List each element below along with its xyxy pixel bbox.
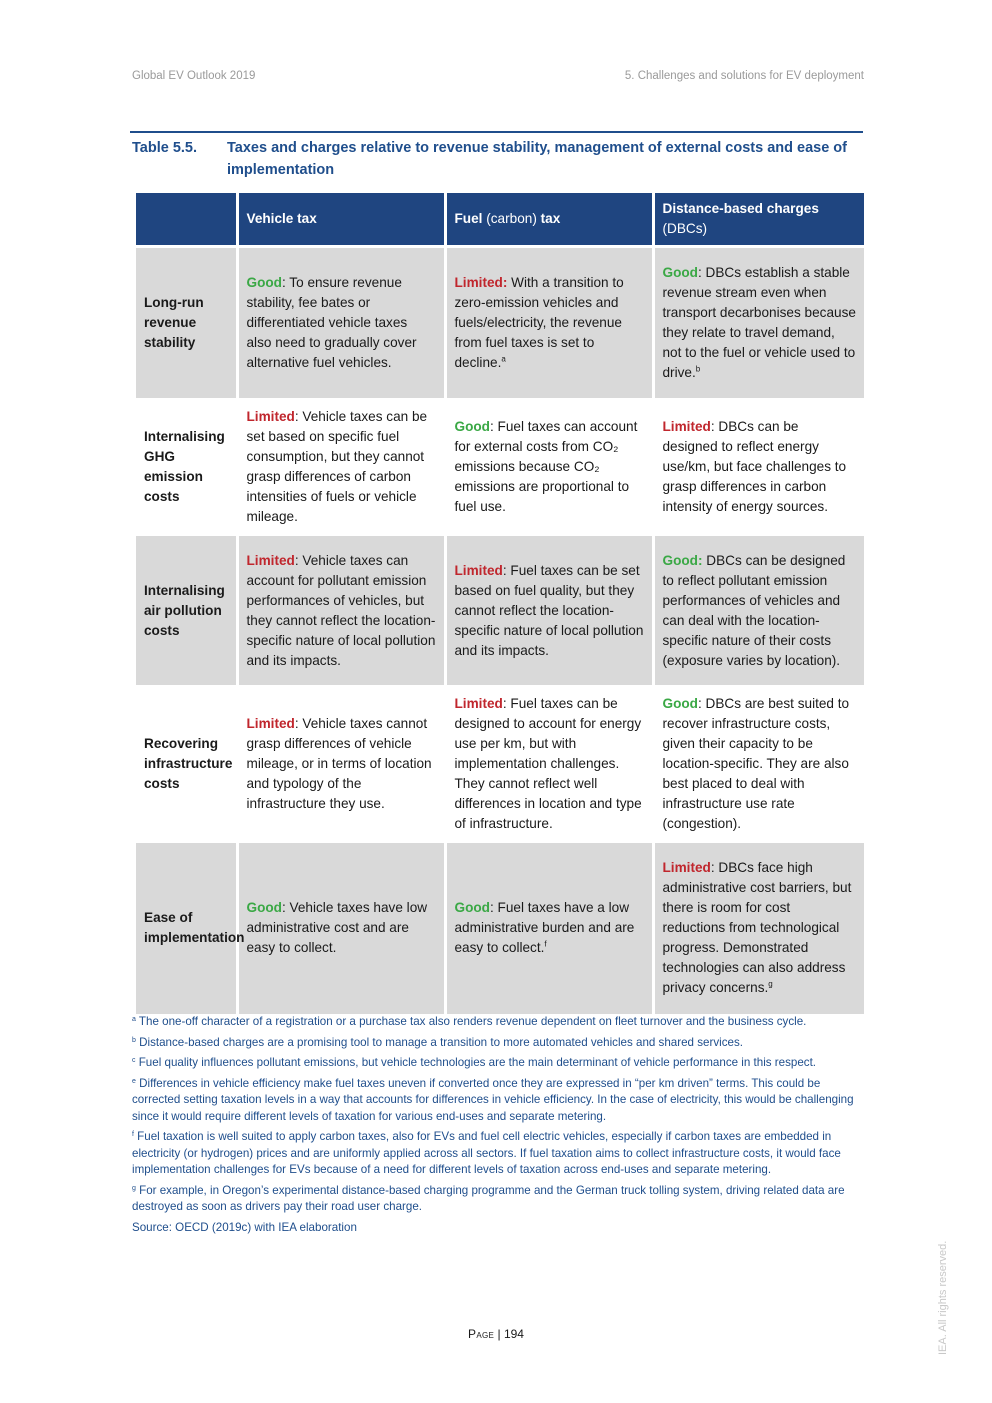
cell-text: : DBCs face high administrative cost barriers, but there is room for cost reductions from technological progress. Demonstrated technologies can also address privacy concerns. <box>662 860 852 996</box>
footnote-ref: f <box>544 939 547 949</box>
footnote-text: Fuel taxation is well suited to apply carbon taxes, also for EVs and fuel cell electric vehicles, especially if carbon taxes are embedded in electricity (or hydrogen) prices and are uniformly applied across all sectors. If fuel taxation aims to collect infrastructure costs, it would face implementation challenges for EVs because of a need for different levels of taxation across end-uses and separate metering. <box>132 1130 841 1176</box>
running-header-chapter: 5. Challenges and solutions for EV deployment <box>624 70 864 82</box>
cell-dbc <box>653 535 864 687</box>
cell-text: : DBCs establish a stable revenue stream even when transport decarbonises because they relate to travel demand, not to the fuel or vehicle used to drive. <box>662 265 856 380</box>
rating-good: Good <box>662 265 698 280</box>
footnote-mark: g <box>132 1184 136 1192</box>
rating-limited: Limited <box>662 419 711 434</box>
rating-limited: Limited <box>454 562 503 578</box>
cell-fuel <box>445 247 653 400</box>
table-top-rule <box>130 131 863 133</box>
table-row <box>136 247 864 400</box>
row-label: Long-run revenue stability <box>136 247 237 400</box>
footnote-mark: f <box>132 1131 134 1138</box>
cell-text: : Fuel taxes have a low administrative burden and are easy to collect. <box>454 900 635 956</box>
table-row <box>136 535 864 687</box>
rating-good: Good <box>246 275 282 290</box>
cell-text: : Fuel taxes can be set based on fuel quality, but they cannot reflect the location-specific nature of local pollution and its impacts. <box>454 562 644 658</box>
rating-good: Good: <box>662 552 703 568</box>
header-fuel-prefix: Fuel <box>454 211 483 226</box>
header-fuel-carbon: (carbon) <box>482 211 541 226</box>
row-label: Recovering infrastructure costs <box>136 687 237 842</box>
rating-limited: Limited <box>662 860 711 876</box>
row-label: Internalising air pollution costs <box>136 535 237 687</box>
page-number <box>0 1327 992 1341</box>
cell-text: : DBCs can be designed to reflect energy use/km, but face challenges to grasp differences in carbon intensity of energy sources. <box>662 419 847 514</box>
footnote <box>132 1074 860 1126</box>
cell-dbc <box>653 687 864 842</box>
cell-text: : Vehicle taxes have low administrative cost and are easy to collect. <box>246 900 428 956</box>
footnote-text: The one-off character of a registration or a purchase tax also renders revenue dependent on fleet turnover and the business cycle. <box>135 1015 807 1028</box>
footnote <box>132 1033 860 1052</box>
footnote-ref: a <box>501 354 506 364</box>
table-caption <box>132 137 864 181</box>
cell-text: : DBCs are best suited to recover infrastructure costs, given their capacity to be location-specific. They are also best placed to deal with infrastructure use rate (congestion). <box>662 696 850 831</box>
row-label: Ease of implementation <box>136 842 237 1014</box>
footnote-text: Fuel quality influences pollutant emissions, but vehicle technologies are the main determinant of vehicle performance in this respect. <box>135 1056 817 1069</box>
footnote <box>132 1181 860 1216</box>
footnote-ref: g <box>768 979 773 989</box>
source-note: Source: OECD (2019c) with IEA elaboration <box>132 1220 357 1234</box>
footnote-mark: b <box>132 1036 136 1044</box>
rating-limited: Limited <box>246 716 295 731</box>
cell-text: : Vehicle taxes can be set based on specific fuel consumption, but they cannot grasp differences of carbon intensities of fuels or vehicle mileage. <box>246 409 428 524</box>
cell-text: : Fuel taxes can account for external costs from CO₂ emissions because CO₂ emissions are proportional to fuel use. <box>454 419 638 514</box>
footnote-mark: a <box>132 1016 136 1023</box>
rating-limited: Limited <box>246 409 295 424</box>
table-row <box>136 842 864 1014</box>
footnote-mark: e <box>132 1077 136 1085</box>
cell-text: : Fuel taxes can be designed to account for energy use per km, but with implementation challenges. They cannot reflect well differences in location and type of infrastructure. <box>454 696 642 831</box>
footnote <box>132 1053 860 1072</box>
footnote-text: Differences in vehicle efficiency make fuel taxes uneven if converted once they are expressed in “per km driven” terms. This could be corrected setting taxation levels in a way that accounts for differences in vehicle efficiency. In the case of electricity, this would be challenging since it would require different levels of taxation for various end-uses and separate metering. <box>132 1076 854 1123</box>
footnotes <box>132 1012 860 1238</box>
header-dbc-abbrev: (DBCs) <box>662 221 708 236</box>
page-word: Page <box>468 1327 495 1341</box>
footnote <box>132 1127 860 1179</box>
table-row <box>136 687 864 842</box>
header-empty-cell <box>136 193 237 247</box>
rating-good: Good <box>246 900 282 916</box>
header-fuel-suffix: tax <box>540 211 561 226</box>
cell-text: : To ensure revenue stability, fee bates or differentiated vehicle taxes also need to gradually cover alternative fuel vehicles. <box>246 275 417 370</box>
rating-good: Good <box>662 696 698 711</box>
comparison-table <box>136 193 864 1014</box>
page-separator: | <box>494 1327 504 1341</box>
rating-limited: Limited <box>246 552 295 568</box>
cell-text: : Vehicle taxes cannot grasp differences of vehicle mileage, or in terms of location and typology of the infrastructure they use. <box>246 716 432 811</box>
footnote-mark: c <box>132 1057 136 1064</box>
cell-vehicle <box>237 247 445 400</box>
header-distance-charges <box>653 193 864 247</box>
table-number: Table 5.5. <box>132 140 198 156</box>
rating-good: Good <box>454 419 490 434</box>
cell-text: : Vehicle taxes can account for pollutant emission performances of vehicles, but they cannot reflect the location-specific nature of local pollution and its impacts. <box>246 552 436 668</box>
running-header-title: Global EV Outlook 2019 <box>132 70 256 82</box>
row-label: Internalising GHG emission costs <box>136 400 237 535</box>
header-vehicle-tax: Vehicle tax <box>237 193 445 247</box>
rating-good: Good <box>454 900 490 916</box>
cell-vehicle <box>237 535 445 687</box>
table-row <box>136 400 864 535</box>
cell-vehicle <box>237 687 445 842</box>
cell-vehicle <box>237 400 445 535</box>
rating-limited: Limited <box>454 696 503 711</box>
header-fuel-tax <box>445 193 653 247</box>
table-header-row <box>136 193 864 247</box>
table-title: Taxes and charges relative to revenue stability, management of external costs and ease of implementation <box>227 140 847 178</box>
footnote-text: For example, in Oregon’s experimental distance-based charging programme and the German truck tolling system, driving related data are destroyed as soon as drivers pay their road user charge. <box>132 1183 845 1213</box>
cell-fuel <box>445 400 653 535</box>
rating-limited: Limited: <box>454 275 508 290</box>
cell-vehicle <box>237 842 445 1014</box>
cell-fuel <box>445 535 653 687</box>
cell-text: DBCs can be designed to reflect pollutant emission performances of vehicles and can deal with the location-specific nature of their costs (exposure varies by location). <box>662 552 846 668</box>
cell-text: With a transition to zero-emission vehicles and fuels/electricity, the revenue from fuel taxes is set to decline. <box>454 275 624 370</box>
header-dbc-title: Distance-based charges <box>662 201 819 216</box>
cell-fuel <box>445 842 653 1014</box>
cell-dbc <box>653 842 864 1014</box>
page-number-value: 194 <box>503 1327 524 1341</box>
footnote-ref: b <box>695 364 701 374</box>
cell-dbc <box>653 400 864 535</box>
footnote-text: Distance-based charges are a promising tool to manage a transition to more automated vehicles and shared services. <box>135 1035 743 1049</box>
cell-dbc <box>653 247 864 400</box>
cell-fuel <box>445 687 653 842</box>
rights-notice: IEA. All rights reserved. <box>937 1240 949 1355</box>
footnote <box>132 1012 860 1031</box>
